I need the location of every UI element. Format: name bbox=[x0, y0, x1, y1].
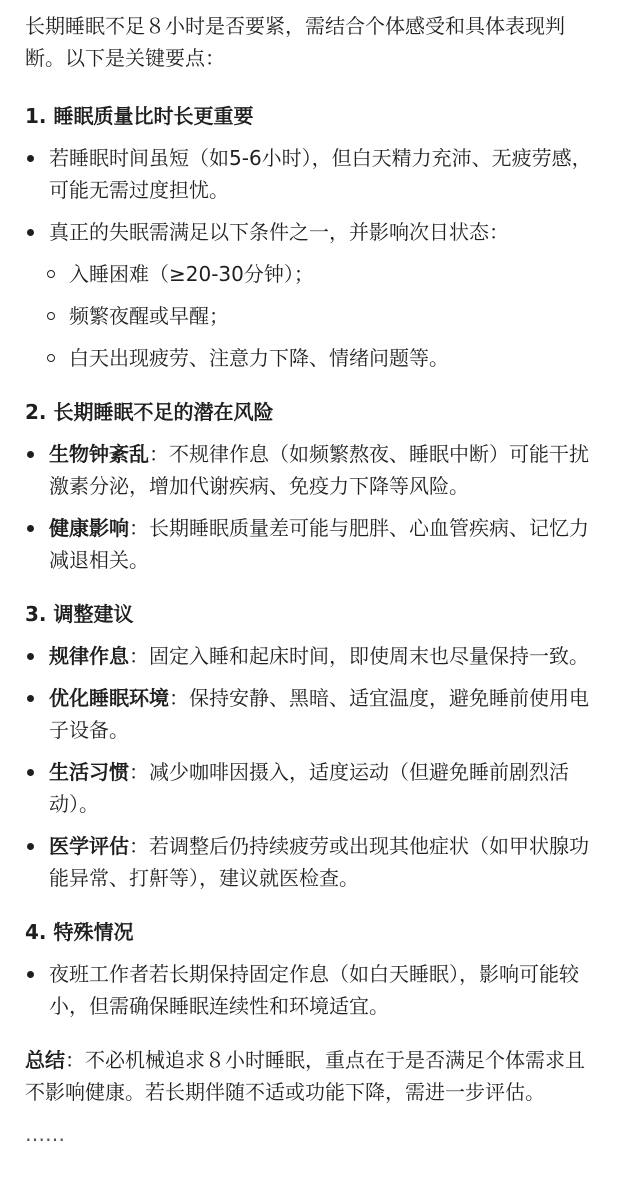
sub-list-item: 频繁夜醒或早醒； bbox=[25, 300, 600, 332]
list-item-text: ：若调整后仍持续疲劳或出现其他症状（如甲状腺功能异常、打鼾等），建议就医检查。 bbox=[49, 834, 589, 890]
list-item bbox=[25, 756, 600, 820]
summary-text: ：不必机械追求８小时睡眠，重点在于是否满足个体需求且不影响健康。若长期伴随不适或功能下降，需进一步评估。 bbox=[25, 1048, 585, 1104]
list-item bbox=[25, 958, 600, 1022]
section-heading: 2. 长期睡眠不足的潜在风险 bbox=[25, 400, 274, 424]
summary-paragraph bbox=[25, 1044, 600, 1108]
section-heading: 4. 特殊情况 bbox=[25, 920, 134, 944]
bullet-list bbox=[25, 142, 600, 248]
section-sleep-quality bbox=[25, 100, 600, 374]
list-item-text: 若睡眠时间虽短（如5-6小时），但白天精力充沛、无疲劳感，可能无需过度担忧。 bbox=[49, 146, 592, 202]
list-item-bold: 医学评估 bbox=[49, 834, 129, 858]
intro-paragraph: 长期睡眠不足８小时是否要紧，需结合个体感受和具体表现判断。以下是关键要点： bbox=[25, 14, 565, 70]
bullet-list bbox=[25, 640, 600, 894]
sub-list-item: 入睡困难（≥20-30分钟）； bbox=[25, 258, 600, 290]
section-special-cases bbox=[25, 916, 600, 1022]
list-item-text: 真正的失眠需满足以下条件之一，并影响次日状态： bbox=[49, 220, 509, 244]
response-content bbox=[25, 10, 600, 1150]
list-item-bold: 生活习惯 bbox=[49, 760, 129, 784]
summary-label: 总结 bbox=[25, 1048, 65, 1072]
bullet-list bbox=[25, 958, 600, 1022]
list-item-bold: 生物钟紊乱 bbox=[49, 442, 149, 466]
list-item-text: ：长期睡眠质量差可能与肥胖、心血管疾病、记忆力减退相关。 bbox=[49, 516, 589, 572]
list-item bbox=[25, 640, 600, 672]
list-item-text: 夜班工作者若长期保持固定作息（如白天睡眠），影响可能较小，但需确保睡眠连续性和环境适宜。 bbox=[49, 962, 579, 1018]
list-item bbox=[25, 216, 600, 248]
bullet-list bbox=[25, 438, 600, 576]
cutoff-line: …… bbox=[25, 1122, 65, 1146]
section-heading: 3. 调整建议 bbox=[25, 602, 134, 626]
list-item-text: ：固定入睡和起床时间，即使周末也尽量保持一致。 bbox=[129, 644, 589, 668]
section-heading: 1. 睡眠质量比时长更重要 bbox=[25, 104, 254, 128]
sub-bullet-list bbox=[25, 258, 600, 374]
list-item bbox=[25, 682, 600, 746]
list-item-bold: 规律作息 bbox=[49, 644, 129, 668]
list-item-bold: 健康影响 bbox=[49, 516, 129, 540]
list-item bbox=[25, 438, 600, 502]
list-item bbox=[25, 142, 600, 206]
list-item-text: ：减少咖啡因摄入，适度运动（但避免睡前剧烈活动）。 bbox=[49, 760, 569, 816]
list-item-bold: 优化睡眠环境 bbox=[49, 686, 169, 710]
sub-list-item: 白天出现疲劳、注意力下降、情绪问题等。 bbox=[25, 342, 600, 374]
list-item bbox=[25, 512, 600, 576]
list-item bbox=[25, 830, 600, 894]
section-suggestions bbox=[25, 598, 600, 894]
section-risks bbox=[25, 396, 600, 576]
list-item-text: ：不规律作息（如频繁熬夜、睡眠中断）可能干扰激素分泌，增加代谢疾病、免疫力下降等风险。 bbox=[49, 442, 589, 498]
list-item-text: ：保持安静、黑暗、适宜温度，避免睡前使用电子设备。 bbox=[49, 686, 589, 742]
